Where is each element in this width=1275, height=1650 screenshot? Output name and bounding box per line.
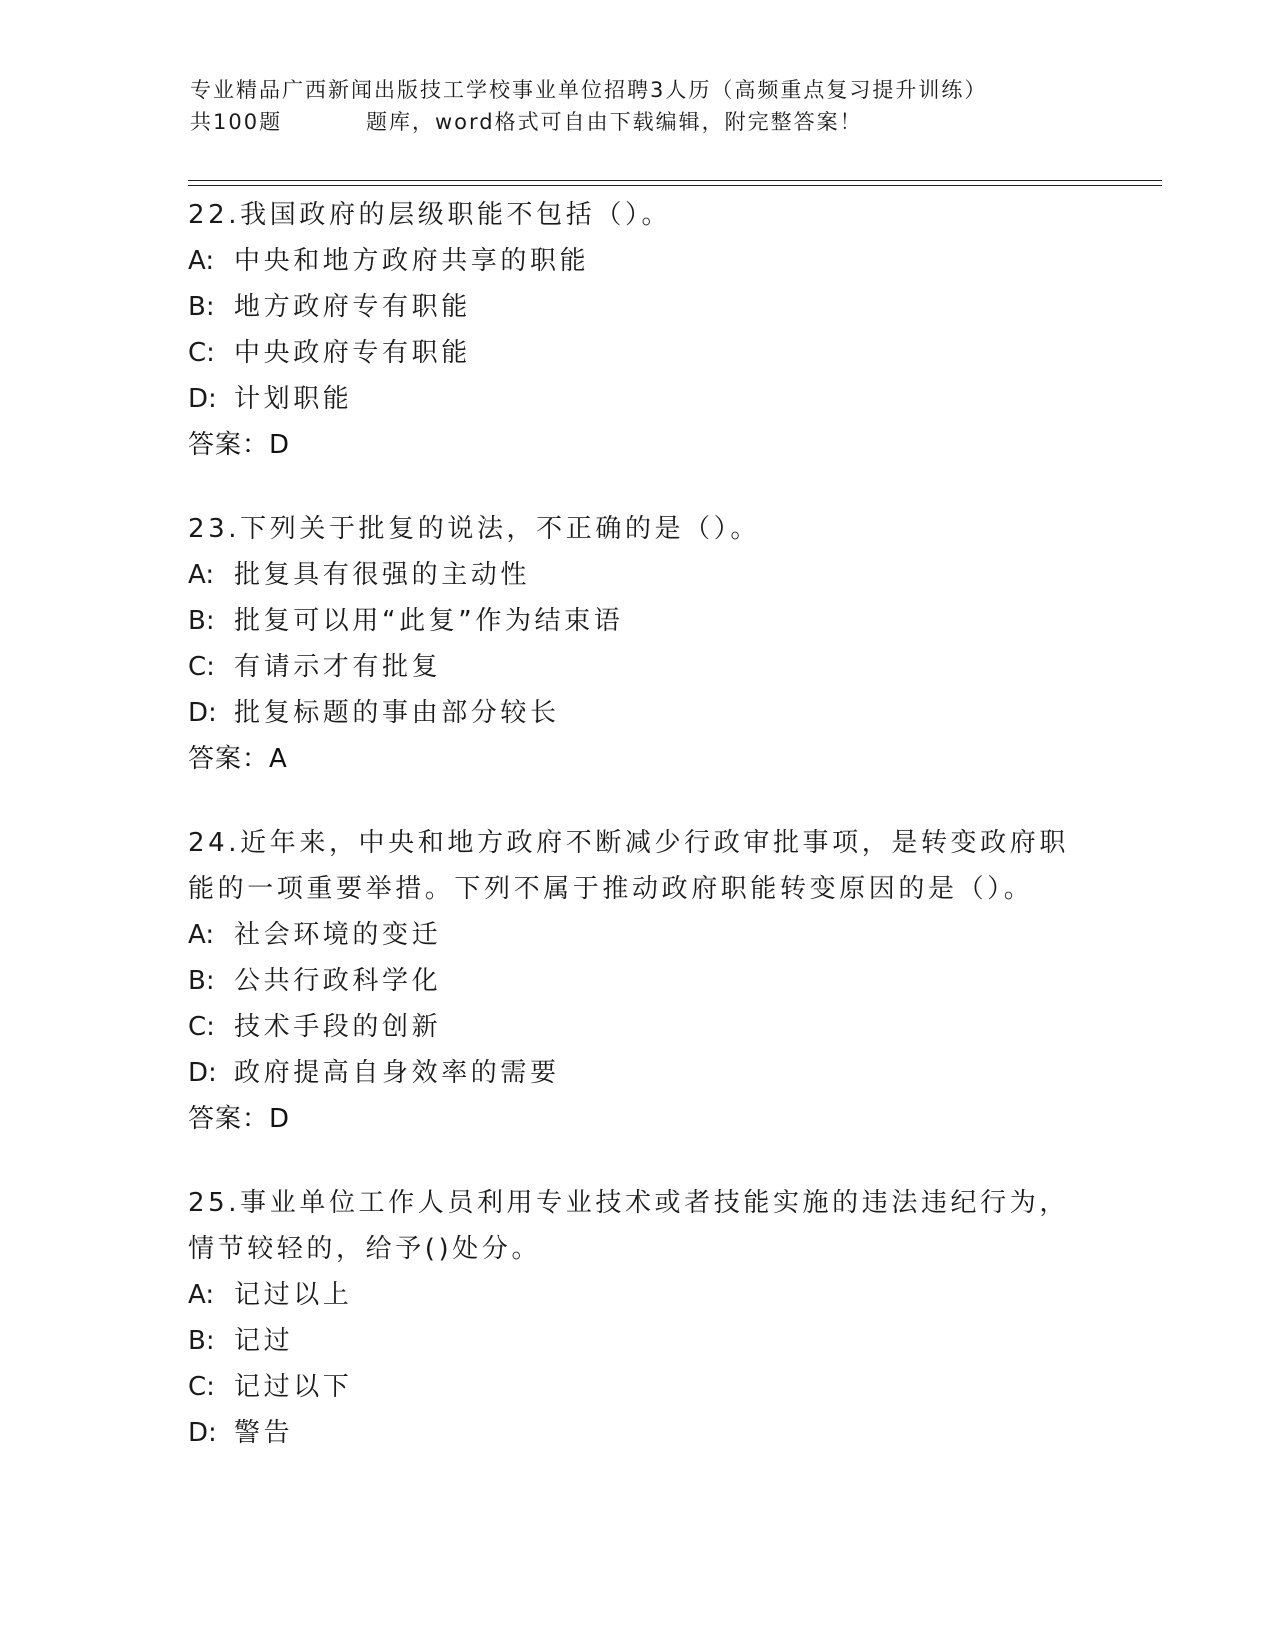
option-b xyxy=(188,958,1088,1004)
option-letter: A: xyxy=(188,560,215,590)
document-subtitle-line xyxy=(190,106,1090,138)
answer-line: 答案：D xyxy=(188,1104,291,1134)
option-b xyxy=(188,1318,1088,1364)
option-b xyxy=(188,598,1088,644)
option-c xyxy=(188,1004,1088,1050)
option-text: 地方政府专有职能 xyxy=(234,292,471,322)
option-c xyxy=(188,644,1088,690)
option-letter: D: xyxy=(188,1418,217,1448)
option-letter: B: xyxy=(188,606,215,636)
option-text: 批复标题的事由部分较长 xyxy=(234,698,560,728)
option-text: 记过以下 xyxy=(234,1372,353,1402)
question-count: 共100题 xyxy=(190,110,283,134)
option-text: 技术手段的创新 xyxy=(234,1012,442,1042)
option-letter: A: xyxy=(188,920,215,950)
option-c xyxy=(188,1364,1088,1410)
option-a xyxy=(188,912,1088,958)
question-stem: 22.我国政府的层级职能不包括（）。 xyxy=(188,200,672,230)
option-letter: C: xyxy=(188,1012,215,1042)
question-22 xyxy=(188,192,1088,468)
question-25 xyxy=(188,1180,1088,1456)
header-divider-top xyxy=(188,180,1162,181)
option-text: 中央政府专有职能 xyxy=(234,338,471,368)
option-c xyxy=(188,330,1088,376)
option-letter: D: xyxy=(188,698,217,728)
option-a xyxy=(188,238,1088,284)
document-subtitle: 题库，word格式可自由下载编辑，附完整答案！ xyxy=(366,110,863,134)
question-23 xyxy=(188,506,1088,782)
option-letter: C: xyxy=(188,652,215,682)
option-text: 批复可以用“此复”作为结束语 xyxy=(234,606,624,636)
option-d xyxy=(188,690,1088,736)
document-header xyxy=(190,74,1090,138)
option-letter: B: xyxy=(188,1326,215,1356)
option-letter: A: xyxy=(188,1280,215,1310)
option-letter: C: xyxy=(188,338,215,368)
option-text: 中央和地方政府共享的职能 xyxy=(234,246,590,276)
question-stem: 25.事业单位工作人员利用专业技术或者技能实施的违法违纪行为，情节较轻的，给予()处分。 xyxy=(188,1188,1069,1264)
option-text: 计划职能 xyxy=(234,384,353,414)
option-text: 公共行政科学化 xyxy=(234,966,442,996)
option-text: 记过 xyxy=(234,1326,294,1356)
question-stem: 24.近年来，中央和地方政府不断减少行政审批事项，是转变政府职能的一项重要举措。下列不属于推动政府职能转变原因的是（）。 xyxy=(188,828,1069,904)
header-divider-bottom xyxy=(188,185,1162,186)
option-a xyxy=(188,1272,1088,1318)
option-text: 批复具有很强的主动性 xyxy=(234,560,531,590)
option-text: 社会环境的变迁 xyxy=(234,920,442,950)
document-title: 专业精品广西新闻出版技工学校事业单位招聘3人历（高频重点复习提升训练） xyxy=(190,78,988,102)
question-stem: 23.下列关于批复的说法，不正确的是（）。 xyxy=(188,514,760,544)
option-d xyxy=(188,1050,1088,1096)
option-b xyxy=(188,284,1088,330)
option-letter: A: xyxy=(188,246,215,276)
option-letter: B: xyxy=(188,966,215,996)
option-text: 记过以上 xyxy=(234,1280,353,1310)
answer-line: 答案：A xyxy=(188,744,288,774)
option-d xyxy=(188,1410,1088,1456)
option-letter: D: xyxy=(188,1058,217,1088)
option-letter: C: xyxy=(188,1372,215,1402)
option-text: 有请示才有批复 xyxy=(234,652,442,682)
question-24 xyxy=(188,820,1088,1142)
option-text: 警告 xyxy=(234,1418,294,1448)
option-text: 政府提高自身效率的需要 xyxy=(234,1058,560,1088)
option-letter: D: xyxy=(188,384,217,414)
answer-line: 答案：D xyxy=(188,430,291,460)
question-list xyxy=(188,192,1088,1494)
option-letter: B: xyxy=(188,292,215,322)
option-a xyxy=(188,552,1088,598)
option-d xyxy=(188,376,1088,422)
